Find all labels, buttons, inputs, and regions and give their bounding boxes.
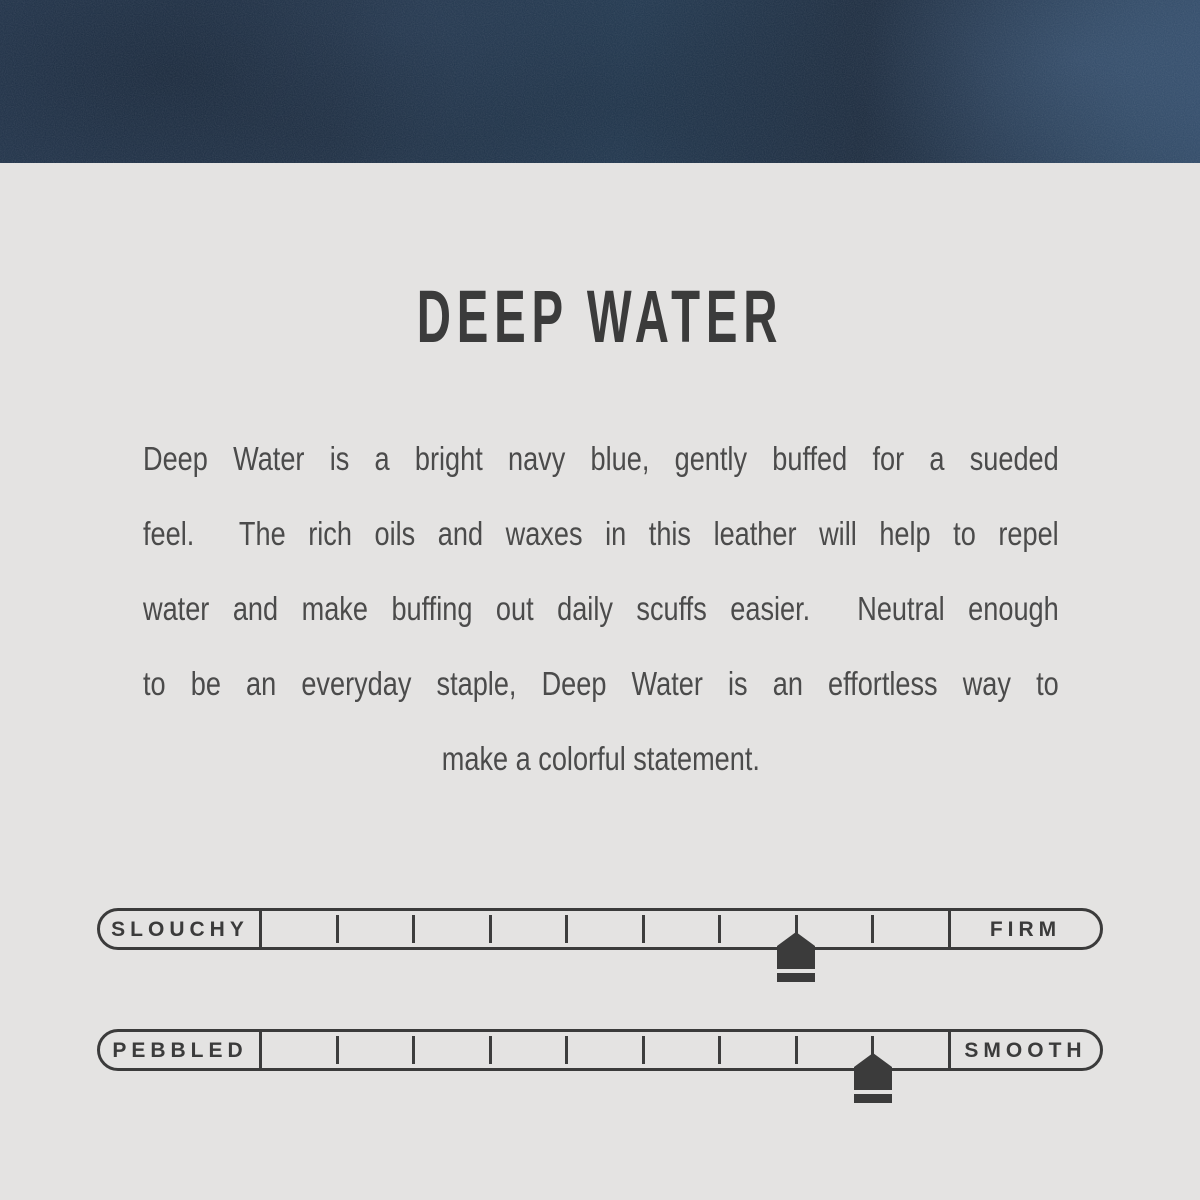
tick-mark [489,915,492,943]
tick-mark [718,915,721,943]
slider-min-label: PEBBLED [112,1039,248,1062]
tick-mark [336,1036,339,1064]
tick-mark [871,915,874,943]
slider-marker-icon [854,1053,892,1103]
tick-mark [489,1036,492,1064]
tick-mark [718,1036,721,1064]
slider-marker-icon [777,932,815,982]
description-line: Deep Water is a bright navy blue, gently buffed for a sueded [143,440,1059,477]
tick-mark [412,1036,415,1064]
slider-max-label: SMOOTH [964,1039,1087,1062]
slider-track [100,1032,1100,1068]
slider-divider-left [259,908,262,950]
leather-texture-noise [0,0,1200,163]
tick-mark [336,915,339,943]
tick-mark [412,915,415,943]
leather-swatch-banner [0,0,1200,163]
page-title: DEEP WATER [416,275,784,358]
tick-mark [565,1036,568,1064]
description-line: water and make buffing out daily scuffs easier. Neutral enough [143,590,1059,627]
description-line: feel. The rich oils and waxes in this leather will help to repel [143,515,1059,552]
slider-divider-left [259,1029,262,1071]
description-line: to be an everyday staple, Deep Water is an effortless way to [143,665,1059,702]
description-line: make a colorful statement. [441,740,760,777]
tick-mark [642,1036,645,1064]
slider-track [100,911,1100,947]
tick-mark [565,915,568,943]
slider-min-label: SLOUCHY [111,918,249,941]
color-description [143,421,1059,796]
firmness-scale [97,908,1103,950]
tick-mark [795,1036,798,1064]
slider-max-label: FIRM [989,918,1062,941]
texture-scale [97,1029,1103,1071]
tick-mark [642,915,645,943]
